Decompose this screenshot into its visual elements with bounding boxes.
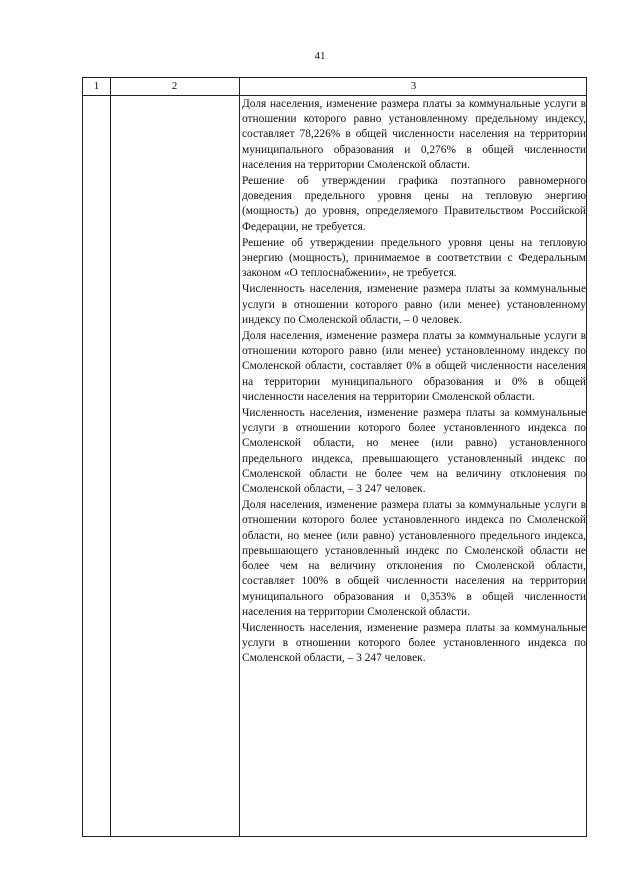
column-header-1: 1 xyxy=(93,80,100,92)
column-header-2: 2 xyxy=(171,80,178,92)
paragraph: Доля населения, изменение размера платы за коммунальные услуги в отношении которого более установленного индекса по Смоленской области, но менее (или равно) установленного предельного индекса, превышающего установленный индекс по Смоленской области не более чем на величину отклонения по Смоленской области, составляет 100% в общей численности населения на территории муниципального образования и 0,353% в общей численности населения на территории Смоленской области. xyxy=(242,499,586,618)
page-number: 41 xyxy=(314,50,326,62)
column-3-content xyxy=(242,97,586,668)
column-divider xyxy=(239,78,240,836)
paragraph: Численность населения, изменение размера платы за коммунальные услуги в отношении которого более установленного индекса по Смоленской области, – 3 247 человек. xyxy=(242,621,586,665)
paragraph: Решение об утверждении графика поэтапного равномерного доведения предельного уровня цены на тепловую энергию (мощность) до уровня, определяемого Правительством Российской Федерации, не требуется. xyxy=(242,175,586,233)
table-header-row xyxy=(83,78,586,96)
paragraph: Доля населения, изменение размера платы за коммунальные услуги в отношении которого равно (или менее) установленному индексу по Смоленской области, составляет 0% в общей численности населения на территории муниципального образования и 0% в общей численности населения на территории Смоленской области. xyxy=(242,330,586,403)
paragraph: Доля населения, изменение размера платы за коммунальные услуги в отношении которого равно установленному предельному индексу, составляет 78,226% в общей численности населения на территории муниципального образования и 0,276% в общей численности населения на территории Смоленской области. xyxy=(242,98,586,171)
column-header-3: 3 xyxy=(410,80,417,92)
document-table xyxy=(82,77,587,837)
paragraph: Решение об утверждении предельного уровня цены на тепловую энергию (мощность), принимаемое в соответствии с Федеральным законом «О теплоснабжении», не требуется. xyxy=(242,236,586,280)
paragraph: Численность населения, изменение размера платы за коммунальные услуги в отношении которого более установленного индекса по Смоленской области, но менее (или равно) установленного предельного индекса, превышающего установленный индекс по Смоленской области не более чем на величину отклонения по Смоленской области, – 3 247 человек. xyxy=(242,407,586,496)
paragraph: Численность населения, изменение размера платы за коммунальные услуги в отношении которого равно (или менее) установленному индексу по Смоленской области, – 0 человек. xyxy=(242,283,586,326)
column-divider xyxy=(110,78,111,836)
